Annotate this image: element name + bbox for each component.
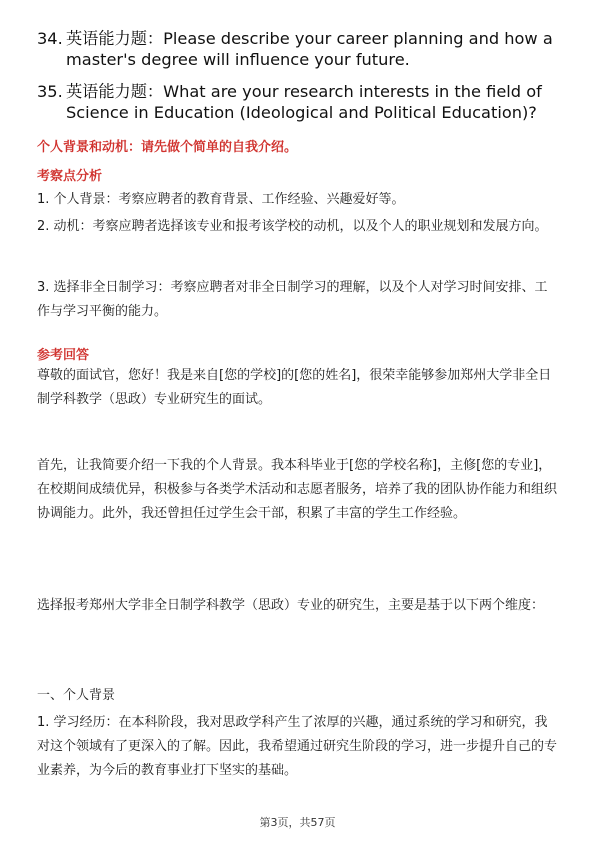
reference-subheading: 一、个人背景: [37, 688, 116, 703]
question-35: [37, 81, 557, 123]
section-title: 个人背景和动机：请先做个简单的自我介绍。: [37, 140, 298, 155]
analysis-point: 3. 选择非全日制学习：考察应聘者对非全日制学习的理解，以及个人对学习时间安排、工作与学习平衡的能力。: [37, 280, 548, 319]
reference-paragraph: 1. 学习经历：在本科阶段，我对思政学科产生了浓厚的兴趣，通过系统的学习和研究，我对这个领域有了更深入的了解。因此，我希望通过研究生阶段的学习，进一步提升自己的专业素养，为今后的教育事业打下坚实的基础。: [37, 715, 558, 778]
question-34: [37, 28, 557, 70]
question-text: 英语能力题：Please describe your career planning and how a master's degree will influence your future.: [66, 29, 553, 69]
question-number: 35.: [37, 82, 63, 101]
reference-paragraph: 尊敬的面试官，您好！我是来自[您的学校]的[您的姓名]，很荣幸能够参加郑州大学非全日制学科教学（思政）专业研究生的面试。: [37, 368, 552, 407]
analysis-point: 2. 动机：考察应聘者选择该专业和报考该学校的动机，以及个人的职业规划和发展方向。: [37, 219, 548, 234]
analysis-point: 1. 个人背景：考察应聘者的教育背景、工作经验、兴趣爱好等。: [37, 192, 405, 207]
question-text: 英语能力题：What are your research interests in the field of Science in Education (Ideological and Political Education)?: [66, 82, 542, 122]
reference-paragraph: 选择报考郑州大学非全日制学科教学（思政）专业的研究生，主要是基于以下两个维度：: [37, 598, 545, 613]
question-number: 34.: [37, 29, 63, 48]
page-number-footer: 第3页，共57页: [259, 816, 336, 829]
reference-heading: 参考回答: [37, 348, 90, 363]
analysis-heading: 考察点分析: [37, 169, 103, 184]
reference-paragraph: 首先，让我简要介绍一下我的个人背景。我本科毕业于[您的学校名称]，主修[您的专业]，在校期间成绩优异，积极参与各类学术活动和志愿者服务，培养了我的团队协作能力和组织协调能力。此外，我还曾担任过学生会干部，积累了丰富的学生工作经验。: [37, 458, 558, 521]
